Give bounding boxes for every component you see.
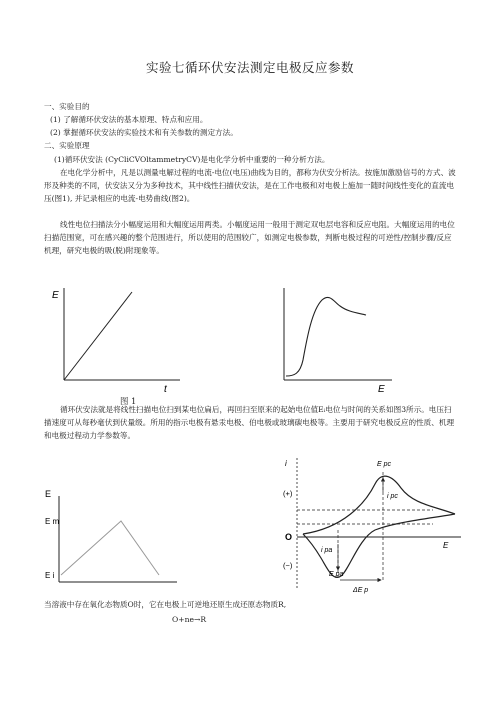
fig1-y-label: E bbox=[52, 290, 59, 301]
fig4-ipa-label: i pa bbox=[321, 547, 333, 554]
fig4-origin-label: O bbox=[285, 532, 293, 542]
fig4-anodic-wave bbox=[303, 514, 455, 577]
objective-2: (2) 掌握循环伏安法的实验技术和有关参数的测定方法。 bbox=[50, 128, 238, 137]
section-heading-principle: 二、实验原理 bbox=[44, 141, 90, 150]
paragraph-cyclic: 循环伏安法就是将线性扫描电位扫到某电位扁后，再回扫至原来的起始电位值Eᵢ电位与时间的关系如图3所示。电压扫描速度可从每秒毫伏到伏量级。所用的指示电极有悬汞电极、伯电极或玻璃碳电极等。主要用于研究电极反应的性质、机理和电极过程动力学参数等。 bbox=[44, 405, 455, 441]
fig3-y-label: E bbox=[45, 489, 52, 499]
fig4-dep-label: ΔE p bbox=[353, 587, 369, 594]
fig4-ipc-label: i pc bbox=[387, 493, 398, 500]
fig4-minus-label: (−) bbox=[283, 561, 293, 570]
page-title: 实验七循环伏安法测定电极反应参数 bbox=[145, 60, 354, 75]
fig4-plus-label: (+) bbox=[283, 489, 293, 498]
objective-1: (1) 了解循环伏安法的基本原理、特点和应用。 bbox=[50, 115, 208, 124]
fig4-epc-label: E pc bbox=[377, 461, 392, 468]
figure-2-current-response bbox=[270, 280, 410, 395]
section-heading-objectives: 一、实验目的 bbox=[44, 102, 90, 111]
reaction-equation: O+ne→R bbox=[172, 615, 207, 624]
fig4-epa-label: E pa bbox=[329, 571, 344, 578]
paragraph-voltammetry: 在电化学分析中，凡是以测量电解过程的电流-电位(电压)曲线为目的，都称为伏安分析法。按施加激励信号的方式、波形及种类的不同，伏安法又分为多种技术，其中线性扫描伏安法，是在工作电极和对电极上施加一随时间线性变化的直流电压(图1), 并记录相应的电流-电势曲线(图2)。 bbox=[44, 168, 456, 204]
fig1-line bbox=[64, 292, 132, 380]
fig4-e-label: E bbox=[443, 541, 449, 550]
figure-4-cyclic-voltammogram bbox=[283, 448, 465, 596]
fig4-cathodic-wave bbox=[303, 476, 455, 534]
fig3-em-label: E m bbox=[45, 517, 60, 526]
fig2-curve bbox=[286, 297, 366, 376]
figure-1-caption: 图 1 bbox=[120, 396, 137, 406]
figure-1-linear-sweep bbox=[50, 280, 190, 395]
figure-3-triangle-waveform bbox=[42, 482, 187, 590]
fig3-triangle bbox=[61, 521, 159, 575]
fig3-ei-label: E i bbox=[45, 571, 55, 580]
paragraph-oxidant: 当溶液中存在氧化态物质O时，它在电极上可逆地还原生成还原态物质R, bbox=[44, 600, 287, 609]
paragraph-linear-scan: 线性电位扫描法分小幅度运用和大幅度运用两类。小幅度运用一般用于测定双电层电容和反应电阻。大幅度运用的电位扫描范围宽，可在感兴趣的整个范围进行，所以使用的范围较广，如测定电极参数，判断电极过程的可逆性/控制步骤/反应机理，研究电极的吸(脱)附现象等。 bbox=[44, 220, 455, 256]
fig2-x-label: E bbox=[378, 384, 385, 395]
fig1-x-label: t bbox=[164, 384, 167, 395]
fig4-i-label: i bbox=[285, 459, 287, 468]
principle-heading: (1)循环伏安法 (CyCliCVOltammetryCV)是电化学分析中重要的一种分析方法。 bbox=[54, 155, 330, 164]
